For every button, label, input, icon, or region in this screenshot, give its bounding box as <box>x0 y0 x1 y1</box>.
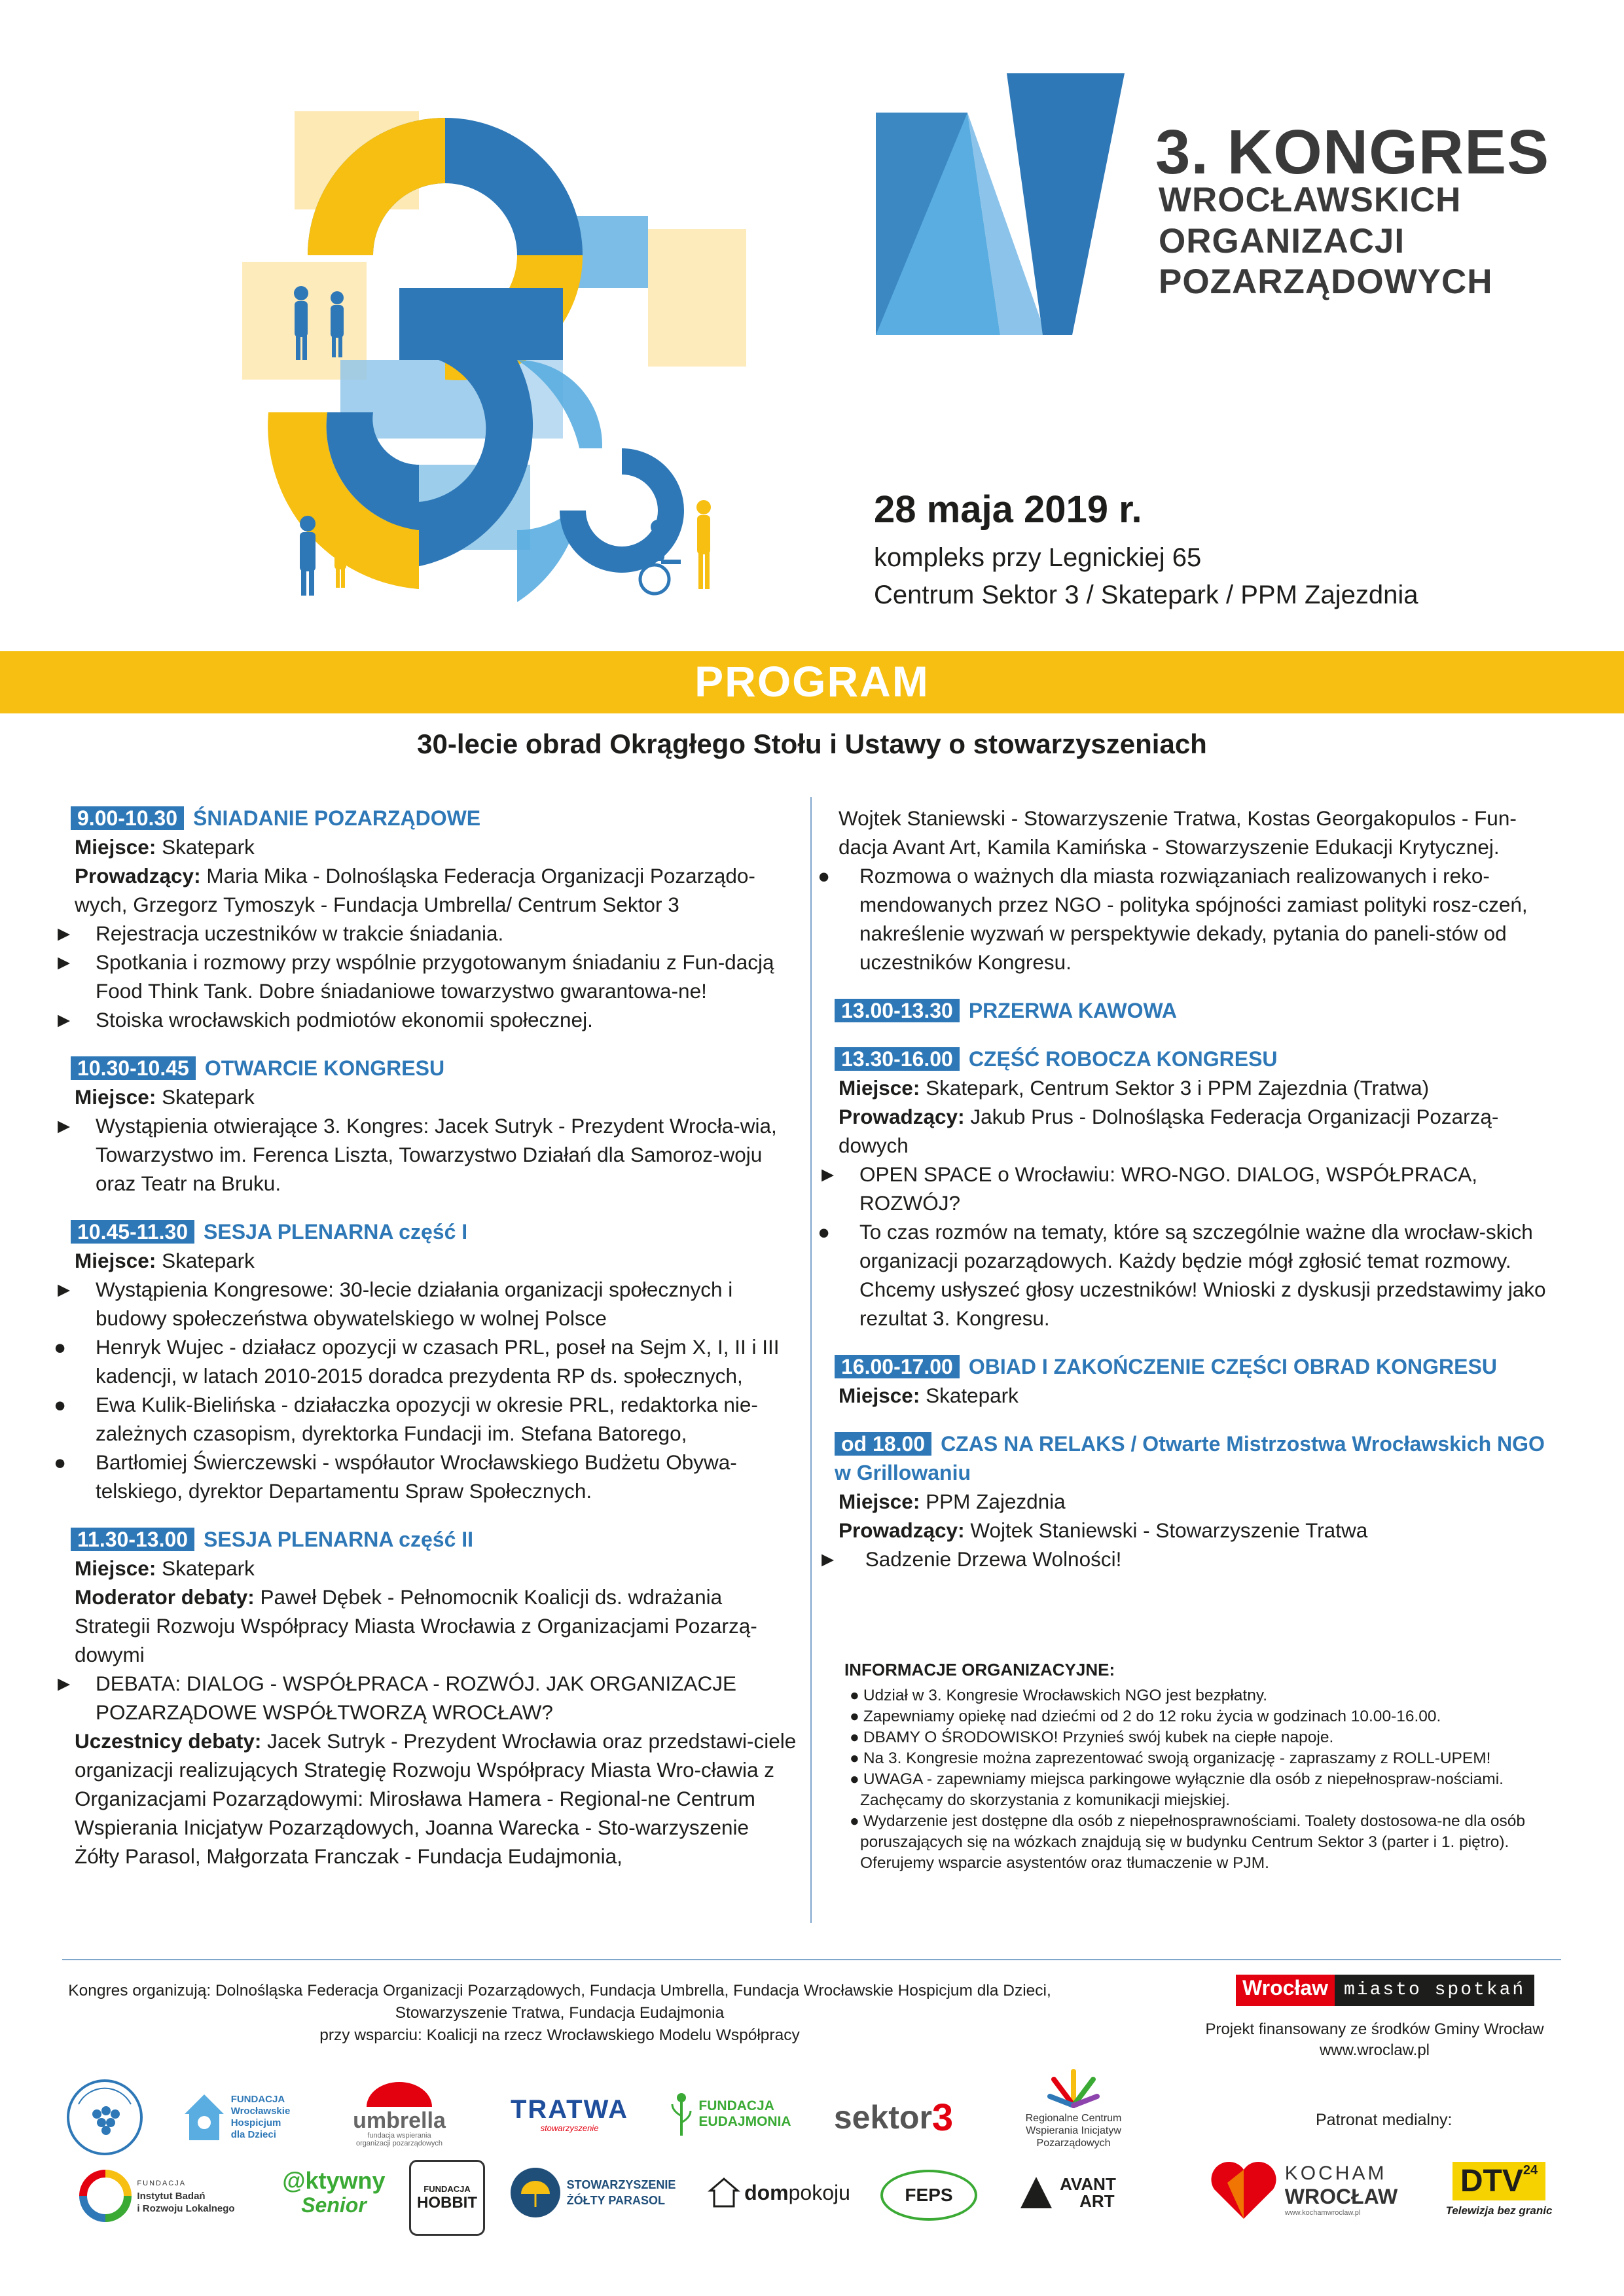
dompokoju-house-icon <box>708 2176 740 2209</box>
hospicjum-text-2: Wrocławskie <box>230 2106 291 2117</box>
bullet-marker: ► <box>818 1547 839 1571</box>
info-item <box>844 1769 1564 1811</box>
session-bullet <box>818 1217 1561 1333</box>
dtv24-logo <box>1437 2153 1561 2225</box>
info-bullet-icon: ● <box>850 1729 859 1746</box>
avant-art-logo <box>1001 2166 1132 2219</box>
session-bullet <box>54 919 797 948</box>
tratwa-logo <box>507 2085 632 2144</box>
session-title: CZĘŚĆ ROBOCZA KONGRESU <box>968 1047 1278 1071</box>
zolty-parasol-logo <box>504 2160 681 2225</box>
info-list <box>844 1685 1564 1874</box>
bullet-marker: ► <box>54 1008 75 1031</box>
session-bullet <box>818 1160 1561 1217</box>
info-item <box>844 1811 1564 1874</box>
patronat-label: Patronat medialny: <box>1316 2111 1453 2129</box>
kongres-subtitle-line-1: WROCŁAWSKICH <box>1159 181 1462 219</box>
wroclaw-logo-black: miasto spotkań <box>1335 1975 1534 2006</box>
rcwip-text-3: Pozarządowych <box>1036 2137 1111 2149</box>
session-detail-line <box>835 1073 1561 1102</box>
bullet-text: Spotkania i rozmowy przy wspólnie przygotowanym śniadaniu z Fun-dacją Food Think Tank. Dobre śniadaniowe towarzystwo gwarantowa-ne! <box>96 950 774 1003</box>
session-heading <box>835 1429 1561 1487</box>
detail-text: Jakub Prus - Dolnośląska Federacja Organizacji Pozarzą-dowych <box>839 1105 1499 1157</box>
venue-line-2: Centrum Sektor 3 / Skatepark / PPM Zajezdnia <box>874 581 1418 609</box>
session-detail-line <box>835 1102 1561 1160</box>
session-detail-line <box>835 1381 1561 1410</box>
funding-note: Projekt finansowany ze środków Gminy Wrocław <box>1205 2020 1544 2038</box>
session-time-badge: 9.00-10.30 <box>71 806 184 830</box>
session-title: SESJA PLENARNA część I <box>204 1220 468 1244</box>
info-item <box>844 1727 1564 1748</box>
avant-text: AVANT <box>1060 2174 1116 2194</box>
bullet-text: Henryk Wujec - działacz opozycji w czasach PRL, poseł na Sejm X, I, II i III kadencji, w latach 2010-2015 doradca prezydenta RP ds. społecznych, <box>96 1335 780 1388</box>
detail-label: Miejsce: <box>75 1085 156 1109</box>
session-detail-line <box>71 833 797 861</box>
session-bullet <box>54 1005 797 1034</box>
session-title: SESJA PLENARNA część II <box>204 1528 474 1551</box>
ibirl-text-3: i Rozwoju Lokalnego <box>137 2202 235 2214</box>
bullet-text: Rozmowa o ważnych dla miasta rozwiązaniach realizowanych i reko-mendowanych przez NGO - polityka spójności zamiast polityki rosz-czeń, nakreślenie wyzwań w perspektywie dekady, pytania do paneli-stów od uczestników Kongresu. <box>859 864 1528 974</box>
session-heading <box>71 1217 797 1246</box>
zolty-parasol-umbrella-icon <box>509 2166 562 2219</box>
support-line: przy wsparciu: Koalicji na rzecz Wrocławskiego Modelu Współpracy <box>319 2026 800 2044</box>
umbrella-text: umbrella <box>353 2108 446 2133</box>
session-title: ŚNIADANIE POZARZĄDOWE <box>193 806 481 830</box>
session-heading <box>71 804 797 833</box>
bullet-marker: ► <box>54 1278 75 1301</box>
bullet-text: Sadzenie Drzewa Wolności! <box>859 1547 1122 1571</box>
dompokoju-logo <box>704 2166 854 2219</box>
session-time-badge: 16.00-17.00 <box>835 1355 960 1378</box>
rcwip-sun-icon <box>1047 2066 1100 2112</box>
hospicjum-text-4: dla Dzieci <box>230 2129 276 2140</box>
session-time-badge: 10.30-10.45 <box>71 1056 196 1080</box>
program-session <box>818 1045 1561 1333</box>
session-title: OTWARCIE KONGRESU <box>204 1056 445 1080</box>
hospicjum-text-1: FUNDACJA <box>230 2094 285 2105</box>
session-detail-line <box>835 1487 1561 1516</box>
aktywny-text: @ktywny <box>282 2166 386 2194</box>
session-heading <box>835 1045 1561 1073</box>
detail-label: Miejsce: <box>839 1384 920 1407</box>
session-bullet <box>54 1390 797 1448</box>
dfop-emblem-icon <box>65 2078 144 2157</box>
detail-label: Prowadzący: <box>839 1105 965 1128</box>
bullet-marker: ► <box>54 1114 75 1138</box>
organizational-info <box>844 1659 1564 1874</box>
detail-label: Miejsce: <box>75 1249 156 1272</box>
umbrella-icon <box>360 2081 439 2109</box>
detail-label: Miejsce: <box>839 1490 920 1513</box>
session-detail-line <box>71 1246 797 1275</box>
feps-logo <box>880 2170 977 2221</box>
detail-text: Skatepark <box>920 1384 1019 1407</box>
info-bullet-icon: ● <box>850 1812 859 1830</box>
program-session <box>54 804 797 1034</box>
ibirl-text-1: FUNDACJA <box>137 2179 187 2187</box>
program-session <box>54 1525 797 1871</box>
session-bullet <box>54 1333 797 1390</box>
detail-text: Skatepark <box>156 835 255 859</box>
detail-text: Skatepark <box>156 1085 255 1109</box>
bullet-marker: ● <box>54 1335 67 1359</box>
program-session <box>54 1217 797 1505</box>
art-text: ART <box>1079 2191 1115 2211</box>
detail-label: Miejsce: <box>75 1556 156 1580</box>
tratwa-text: TRATWA <box>510 2094 629 2124</box>
session-detail-line <box>71 1554 797 1583</box>
session-bullet <box>54 1669 797 1727</box>
session-bullet <box>54 1111 797 1198</box>
info-title: INFORMACJE ORGANIZACYJNE: <box>844 1660 1115 1679</box>
info-item <box>844 1685 1564 1706</box>
footer-divider <box>62 1959 1561 1960</box>
hobbit-text-1: FUNDACJA <box>424 2183 471 2194</box>
eudajmonia-text-1: FUNDACJA <box>698 2098 774 2113</box>
hobbit-logo <box>409 2160 485 2236</box>
bullet-marker: ► <box>54 922 75 945</box>
rcwip-logo <box>995 2062 1152 2153</box>
dompokoju-text-1: dom <box>744 2180 789 2204</box>
session-bullet <box>818 861 1561 977</box>
info-item <box>844 1706 1564 1727</box>
eudajmonia-logo <box>664 2081 795 2147</box>
dompokoju-text-2: pokoju <box>788 2180 850 2204</box>
dtv-tagline: Telewizja bez granic <box>1445 2204 1553 2217</box>
umbrella-logo <box>327 2075 471 2153</box>
bullet-marker: ● <box>818 1220 831 1244</box>
session-title: PRZERWA KAWOWA <box>968 999 1178 1022</box>
info-bullet-icon: ● <box>850 1770 859 1788</box>
program-right-column <box>818 804 1561 1593</box>
dtv24-badge <box>1453 2162 1545 2200</box>
bullet-text: Wystąpienia otwierające 3. Kongres: Jacek Sutryk - Prezydent Wrocła-wia, Towarzystwo im. Ferenca Liszta, Towarzystwo Działań dla Samoroz-woju oraz Teatr na Bruku. <box>96 1114 777 1195</box>
umbrella-sub-2: organizacji pozarządowych <box>355 2140 443 2147</box>
detail-text: PPM Zajezdnia <box>920 1490 1066 1513</box>
organizers-line-1: Kongres organizują: Dolnośląska Federacja Organizacji Pozarządowych, Fundacja Umbrella, Fundacja Wrocławskie Hospicjum dla Dzieci, <box>68 1982 1051 2000</box>
detail-label: Moderator debaty: <box>75 1585 255 1609</box>
dtv-text: DTV <box>1460 2163 1523 2198</box>
session-detail-line <box>71 1583 797 1669</box>
sektor3-number: 3 <box>931 2096 954 2139</box>
wroclaw-text: WROCŁAW <box>1284 2184 1398 2208</box>
kocham-url: www.kochamwroclaw.pl <box>1284 2208 1361 2217</box>
umbrella-sub-1: fundacja wspierania <box>367 2132 431 2140</box>
detail-label: Prowadzący: <box>75 864 201 888</box>
info-text: Na 3. Kongresie można zaprezentować swoją organizację - zapraszamy z ROLL-UPEM! <box>863 1749 1491 1767</box>
feps-text: FEPS <box>905 2185 953 2205</box>
program-subtitle: 30-lecie obrad Okrągłego Stołu i Ustawy o stowarzyszeniach <box>417 728 1207 759</box>
info-text: Udział w 3. Kongresie Wrocławskich NGO jest bezpłatny. <box>863 1687 1268 1704</box>
session-heading <box>835 996 1561 1025</box>
bullet-marker: ● <box>54 1393 67 1416</box>
hospicjum-text-3: Hospicjum <box>230 2117 281 2128</box>
eudajmonia-sprout-icon <box>668 2091 695 2137</box>
avant-art-triangle-icon <box>1018 2174 1055 2211</box>
organizers-line-2: Stowarzyszenie Tratwa, Fundacja Eudajmonia <box>395 2004 725 2022</box>
detail-text: Wojtek Staniewski - Stowarzyszenie Tratwa <box>964 1518 1368 1542</box>
zolty-text-2: ŻÓŁTY PARASOL <box>566 2194 665 2207</box>
session-heading <box>835 1352 1561 1381</box>
wroclaw-logo-red: Wrocław <box>1236 1975 1335 2006</box>
venue-line-1: kompleks przy Legnickiej 65 <box>874 543 1202 572</box>
hospicjum-house-icon <box>181 2091 227 2144</box>
session-bullet <box>54 948 797 1005</box>
session-title: OBIAD I ZAKOŃCZENIE CZĘŚCI OBRAD KONGRESU <box>968 1355 1497 1378</box>
senior-text: Senior <box>301 2193 367 2217</box>
kongres-logo-mark <box>876 73 1125 335</box>
session-time-badge: 13.00-13.30 <box>835 999 960 1022</box>
tratwa-sub: stowarzyszenie <box>540 2123 599 2133</box>
bullet-marker: ► <box>54 950 75 974</box>
session-continuation <box>818 804 1561 977</box>
session-bullet <box>818 1545 1561 1573</box>
detail-text: Maria Mika - Dolnośląska Federacja Organizacji Pozarządo-wych, Grzegorz Tymoszyk - Fundacja Umbrella/ Centrum Sektor 3 <box>75 864 755 916</box>
session-time-badge: 10.45-11.30 <box>71 1220 194 1244</box>
program-left-column <box>54 804 797 1890</box>
wroclaw-miasto-spotkan-logo <box>1236 1975 1534 2006</box>
program-session <box>54 1054 797 1198</box>
program-session <box>835 1352 1561 1410</box>
kocham-wroclaw-logo <box>1204 2147 1401 2232</box>
hospicjum-logo <box>167 2078 304 2157</box>
info-bullet-icon: ● <box>850 1708 859 1725</box>
event-date: 28 maja 2019 r. <box>874 488 1142 531</box>
session-title: CZAS NA RELAKS / Otwarte Mistrzostwa Wrocławskich NGO w Grillowaniu <box>835 1432 1545 1484</box>
detail-text: Jacek Sutryk - Prezydent Wrocławia oraz przedstawi-ciele organizacji realizujących Strategię Rozwoju Współpracy Miasta Wro-cławia z Organizacjami Pozarządowymi: Mirosława Hamera - Regional-ne Centrum Wspierania Inicjatyw Pozarządowych, Joanna Warecka - Sto-warzyszenie Żółty Parasol, Małgorzata Franczak - Fundacja Eudajmonia, <box>75 1729 797 1868</box>
hero-illustration <box>242 72 844 615</box>
sektor3-text: sektor <box>833 2099 932 2136</box>
bullet-text: Wystąpienia Kongresowe: 30-lecie działania organizacji społecznych i budowy społeczeństwa obywatelskiego w wolnej Polsce <box>96 1278 733 1330</box>
info-text: DBAMY O ŚRODOWISKO! Przynieś swój kubek na ciepłe napoje. <box>863 1729 1334 1746</box>
detail-text: Skatepark, Centrum Sektor 3 i PPM Zajezdnia (Tratwa) <box>920 1076 1430 1100</box>
session-detail-line <box>71 1727 797 1871</box>
kongres-title: 3. KONGRES <box>1155 117 1550 187</box>
kongres-subtitle-line-3: POZARZĄDOWYCH <box>1159 262 1493 301</box>
session-time-badge: od 18.00 <box>835 1432 931 1456</box>
kocham-text: KOCHAM <box>1284 2162 1387 2184</box>
hobbit-text-2: HOBBIT <box>417 2193 477 2212</box>
detail-label: Miejsce: <box>75 835 156 859</box>
detail-text: Skatepark <box>156 1556 255 1580</box>
info-text: Wydarzenie jest dostępne dla osób z niepełnosprawnościami. Toalety dostosowa-ne dla osób poruszających się na wózkach znajdują się w budynku Centrum Sektor 3 (parter i 1. piętro). Oferujemy wsparcie asystentów oraz tłumaczenie w PJM. <box>860 1812 1526 1872</box>
ibirl-ring-icon <box>79 2170 132 2222</box>
bullet-text: Rejestracja uczestników w trakcie śniadania. <box>96 922 504 945</box>
column-divider <box>810 797 812 1923</box>
bullet-text: Ewa Kulik-Bielińska - działaczka opozycji w okresie PRL, redaktorka nie-zależnych czasopism, dyrektorka Fundacji im. Stefana Batorego, <box>96 1393 758 1445</box>
info-bullet-icon: ● <box>850 1749 859 1767</box>
info-text: UWAGA - zapewniamy miejsca parkingowe wyłącznie dla osób z niepełnospraw-nościami. Zachęcamy do skorzystania z komunikacji miejskiej. <box>860 1770 1504 1809</box>
kongres-subtitle-line-2: ORGANIZACJI <box>1159 222 1405 260</box>
session-detail-line <box>835 1516 1561 1545</box>
session-bullet <box>54 1448 797 1505</box>
info-text: Zapewniamy opiekę nad dziećmi od 2 do 12 roku życia w godzinach 10.00-16.00. <box>863 1708 1441 1725</box>
rcwip-text-1: Regionalne Centrum <box>1025 2112 1122 2124</box>
session-detail-line <box>71 1083 797 1111</box>
rcwip-text-2: Wspierania Inicjatyw <box>1026 2125 1121 2136</box>
session-detail-line <box>71 861 797 919</box>
kocham-heart-icon <box>1208 2157 1280 2222</box>
bullet-text: OPEN SPACE o Wrocławiu: WRO-NGO. DIALOG, WSPÓŁPRACA, ROZWÓJ? <box>859 1162 1478 1215</box>
ibirl-text-2: Instytut Badań <box>137 2190 206 2202</box>
session-bullet <box>54 1275 797 1333</box>
info-item <box>844 1748 1564 1769</box>
bullet-marker: ► <box>54 1672 75 1695</box>
session-time-badge: 13.30-16.00 <box>835 1047 960 1071</box>
eudajmonia-text-2: EUDAJMONIA <box>698 2114 791 2129</box>
detail-text: Skatepark <box>156 1249 255 1272</box>
bullet-text: Bartłomiej Świerczewski - współautor Wrocławskiego Budżetu Obywa-telskiego, dyrektor Departamentu Spraw Społecznych. <box>96 1450 737 1503</box>
ibirl-logo <box>62 2160 252 2232</box>
detail-text: Paweł Dębek - Pełnomocnik Koalicji ds. wdrażania Strategii Rozwoju Współpracy Miasta Wrocławia z Organizacjami Pozarzą-dowymi <box>75 1585 757 1666</box>
detail-label: Uczestnicy debaty: <box>75 1729 262 1753</box>
bullet-text: Stoiska wrocławskich podmiotów ekonomii społecznej. <box>96 1008 593 1031</box>
detail-label: Miejsce: <box>839 1076 920 1100</box>
bullet-text: To czas rozmów na tematy, które są szczególnie ważne dla wrocław-skich organizacji pozarządowych. Każdy będzie mógł zgłosić temat rozmowy. Chcemy usłyszeć głosy uczestników! Wnioski z dyskusji przedstawimy jako rezultat 3. Kongresu. <box>859 1220 1546 1330</box>
bullet-marker: ● <box>54 1450 67 1474</box>
program-session <box>835 996 1561 1025</box>
sektor3-logo <box>821 2081 965 2153</box>
session-heading <box>71 1054 797 1083</box>
dfop-logo <box>62 2075 147 2160</box>
dtv-24-text: 24 <box>1523 2162 1538 2178</box>
continuation-text: Wojtek Staniewski - Stowarzyszenie Tratwa, Kostas Georgakopulos - Fun-dacja Avant Art, Kamila Kamińska - Stowarzyszenie Edukacji Krytycznej. <box>839 806 1517 859</box>
session-time-badge: 11.30-13.00 <box>71 1528 194 1551</box>
bullet-marker: ● <box>818 864 831 888</box>
program-session <box>818 1429 1561 1573</box>
detail-label: Prowadzący: <box>839 1518 965 1542</box>
funding-url: www.wroclaw.pl <box>1319 2041 1430 2059</box>
bullet-text: DEBATA: DIALOG - WSPÓŁPRACA - ROZWÓJ. JAK ORGANIZACJE POZARZĄDOWE WSPÓŁTWORZĄ WROCŁAW? <box>96 1672 736 1724</box>
session-heading <box>71 1525 797 1554</box>
zolty-text-1: STOWARZYSZENIE <box>566 2178 676 2191</box>
info-bullet-icon: ● <box>850 1687 859 1704</box>
aktywny-senior-logo <box>275 2157 393 2229</box>
program-title: PROGRAM <box>695 657 929 706</box>
bullet-marker: ► <box>818 1162 839 1186</box>
